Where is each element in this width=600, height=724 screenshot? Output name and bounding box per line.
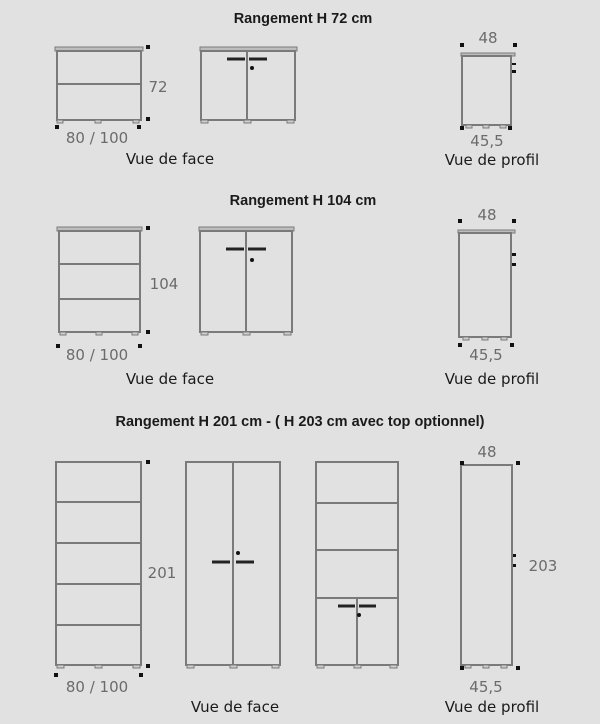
width-dimension: 80 / 100 [65, 346, 129, 364]
width-dimension: 80 / 100 [65, 129, 129, 147]
width-dimension: 80 / 100 [65, 678, 129, 696]
open-shelf-front-view [56, 462, 141, 668]
open-shelf-front-view [57, 227, 142, 335]
lock-icon [236, 551, 240, 555]
depth-top-dimension: 48 [477, 443, 497, 461]
height-dimension: 201 [147, 564, 177, 582]
height-with-top-dimension: 203 [528, 557, 558, 575]
open-shelf-front-view [55, 47, 143, 123]
side-view-label: Vue de profil [444, 370, 540, 388]
section-72 [55, 11, 539, 169]
height-dimension: 104 [149, 275, 179, 293]
depth-bottom-dimension: 45,5 [470, 132, 504, 150]
door-cabinet-front-view [199, 227, 294, 335]
lock-icon [250, 66, 254, 70]
side-view-label: Vue de profil [444, 151, 540, 169]
section-201 [54, 414, 557, 716]
tall-door-cabinet-front-view [186, 462, 280, 668]
section-104 [56, 193, 539, 388]
side-view [461, 53, 516, 128]
lock-icon [250, 258, 254, 262]
depth-top-dimension: 48 [478, 29, 498, 47]
side-view-label: Vue de profil [444, 698, 540, 716]
door-cabinet-front-view [200, 47, 297, 123]
lock-icon [357, 613, 361, 617]
section-title: Rangement H 201 cm - ( H 203 cm avec top optionnel) [115, 414, 485, 430]
front-view-label: Vue de face [125, 370, 215, 388]
depth-top-dimension: 48 [477, 206, 497, 224]
depth-bottom-dimension: 45,5 [469, 678, 503, 696]
side-view [461, 465, 516, 668]
section-title: Rangement H 104 cm [229, 193, 377, 209]
side-view [458, 230, 516, 340]
section-title: Rangement H 72 cm [233, 11, 373, 27]
front-view-label: Vue de face [125, 150, 215, 168]
height-dimension: 72 [148, 78, 168, 96]
depth-bottom-dimension: 45,5 [469, 346, 503, 364]
mixed-cabinet-front-view [316, 462, 398, 668]
front-view-label: Vue de face [190, 698, 280, 716]
